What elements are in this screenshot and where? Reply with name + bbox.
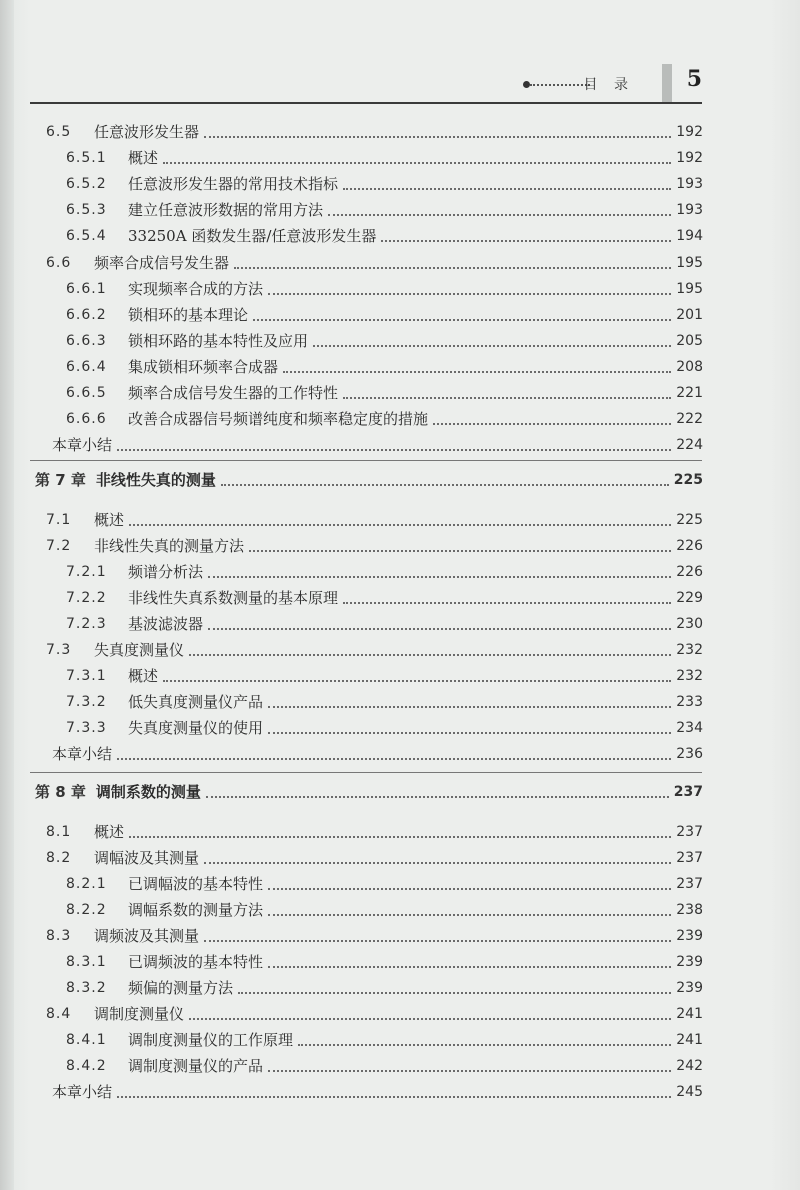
toc-entry-title: 频谱分析法 <box>128 563 204 581</box>
toc-page-number: 237 <box>676 824 703 840</box>
toc-entry-title: 已调频波的基本特性 <box>128 953 264 971</box>
toc-dot-leader <box>163 680 671 682</box>
toc-entry-number: 6.6.1 <box>66 280 107 297</box>
toc-page-number: 232 <box>676 642 703 658</box>
toc-dot-leader <box>117 1096 671 1098</box>
chapter-separator <box>30 772 702 773</box>
toc-page-number: 229 <box>676 590 703 606</box>
toc-section-row[interactable] <box>46 818 703 842</box>
toc-page-number: 242 <box>676 1058 703 1074</box>
toc-entry-title: 概述 <box>94 511 125 529</box>
toc-entry-number: 8.2 <box>46 850 72 866</box>
toc-entry-number: 7.2.3 <box>66 616 107 632</box>
toc-entry-number: 第 8 章 <box>35 783 86 801</box>
toc-section-row[interactable] <box>46 844 703 868</box>
toc-entry-number: 8.4.1 <box>66 1032 107 1048</box>
toc-entry-number: 7.1 <box>46 512 72 528</box>
toc-page-number: 195 <box>676 254 703 271</box>
toc-dot-leader <box>268 914 671 916</box>
toc-page-number: 239 <box>676 980 703 996</box>
header-page-number: 5 <box>686 66 702 92</box>
toc-entry-title: 调幅波及其测量 <box>94 849 200 867</box>
toc-section-row[interactable] <box>46 922 703 946</box>
toc-page-number: 224 <box>676 437 703 454</box>
toc-entry-title: 失真度测量仪的使用 <box>128 719 264 737</box>
toc-section-row[interactable] <box>46 532 703 556</box>
toc-page-number: 239 <box>676 954 703 970</box>
toc-dot-leader <box>343 397 671 399</box>
toc-page-number: 221 <box>676 385 703 401</box>
toc-page-number: 236 <box>676 746 703 762</box>
toc-subsection-row[interactable] <box>66 353 703 377</box>
toc-subsection-row[interactable] <box>66 974 703 998</box>
toc-entry-number: 6.6.5 <box>66 385 107 401</box>
toc-subsection-row[interactable] <box>66 196 703 220</box>
toc-entry-number: 6.5.4 <box>66 228 107 245</box>
toc-dot-leader <box>249 550 671 552</box>
toc-entry-title: 建立任意波形数据的常用方法 <box>128 201 324 220</box>
toc-page-number: 194 <box>676 228 703 245</box>
toc-summary-row[interactable] <box>52 1078 703 1102</box>
toc-entry-number: 8.3 <box>46 928 72 944</box>
toc-subsection-row[interactable] <box>66 1052 703 1076</box>
toc-page-number: 205 <box>676 332 703 349</box>
toc-dot-leader <box>234 267 671 269</box>
toc-page-number: 192 <box>676 150 703 167</box>
toc-section-row[interactable] <box>46 249 703 273</box>
toc-entry-title: 低失真度测量仪产品 <box>128 693 264 711</box>
toc-page-number: 208 <box>676 358 703 375</box>
toc-page-number: 201 <box>676 306 703 323</box>
toc-entry-number: 6.5.3 <box>66 202 107 219</box>
toc-subsection-row[interactable] <box>66 405 703 429</box>
toc-entry-title: 非线性失真的测量方法 <box>94 537 245 555</box>
toc-dot-leader <box>381 240 671 242</box>
toc-subsection-row[interactable] <box>66 144 703 168</box>
toc-dot-leader <box>328 214 671 216</box>
toc-subsection-row[interactable] <box>66 662 703 686</box>
toc-dot-leader <box>268 706 671 708</box>
toc-entry-title: 改善合成器信号频谱纯度和频率稳定度的措施 <box>128 410 429 429</box>
toc-dot-leader <box>129 524 671 526</box>
toc-entry-number: 7.3.3 <box>66 720 107 736</box>
toc-page-number: 193 <box>676 202 703 219</box>
toc-entry-title: 概述 <box>94 823 125 841</box>
toc-subsection-row[interactable] <box>66 584 703 608</box>
toc-entry-title: 频率合成信号发生器 <box>94 253 230 272</box>
toc-subsection-row[interactable] <box>66 896 703 920</box>
toc-page-number: 225 <box>673 472 703 488</box>
toc-dot-leader <box>204 940 671 942</box>
toc-entry-number: 6.6 <box>46 254 72 271</box>
toc-page-number: 241 <box>676 1006 703 1022</box>
toc-entry-number: 8.4 <box>46 1006 72 1022</box>
toc-page-number: 193 <box>676 176 703 193</box>
toc-entry-title: 33250A 函数发生器/任意波形发生器 <box>128 227 377 246</box>
toc-subsection-row[interactable] <box>66 610 703 634</box>
toc-page-number: 233 <box>676 694 703 710</box>
toc-dot-leader <box>189 1018 671 1020</box>
toc-entry-title: 任意波形发生器 <box>94 123 200 141</box>
toc-entry-title: 调制系数的测量 <box>95 783 201 801</box>
toc-subsection-row[interactable] <box>66 558 703 582</box>
toc-dot-leader <box>204 136 671 138</box>
toc-entry-number: 8.2.1 <box>66 876 107 892</box>
toc-section-row[interactable] <box>46 636 703 660</box>
toc-entry-number: 7.2 <box>46 538 72 554</box>
toc-page-number: 237 <box>676 876 703 892</box>
toc-subsection-row[interactable] <box>66 948 703 972</box>
toc-summary-row[interactable] <box>52 431 703 455</box>
toc-entry-title: 调频波及其测量 <box>94 927 200 945</box>
toc-entry-number: 8.3.2 <box>66 980 107 996</box>
toc-entry-title: 调制度测量仪的产品 <box>128 1057 264 1075</box>
toc-dot-leader <box>208 576 671 578</box>
toc-entry-title: 集成锁相环频率合成器 <box>128 357 279 376</box>
toc-dot-leader <box>117 449 671 451</box>
toc-dot-leader <box>163 162 671 164</box>
toc-entry-number: 8.1 <box>46 824 72 840</box>
toc-dot-leader <box>268 293 671 295</box>
toc-section-row[interactable] <box>46 1000 703 1024</box>
toc-dot-leader <box>433 423 671 425</box>
toc-entry-number: 6.5.2 <box>66 176 107 193</box>
toc-dot-leader <box>343 602 671 604</box>
toc-entry-title: 调制度测量仪 <box>94 1005 185 1023</box>
toc-dot-leader <box>268 732 671 734</box>
toc-entry-number: 6.6.3 <box>66 332 107 349</box>
toc-entry-title: 非线性失真的测量 <box>95 471 216 489</box>
toc-entry-title: 任意波形发生器的常用技术指标 <box>128 175 339 194</box>
toc-entry-title: 非线性失真系数测量的基本原理 <box>128 589 339 607</box>
toc-dot-leader <box>268 1070 671 1072</box>
toc-entry-title: 实现频率合成的方法 <box>128 279 264 298</box>
toc-page-number: 192 <box>676 124 703 140</box>
toc-entry-title: 锁相环的基本理论 <box>128 305 249 324</box>
toc-entry-number: 8.4.2 <box>66 1058 107 1074</box>
toc-dot-leader <box>313 345 671 347</box>
toc-section-row[interactable] <box>46 506 703 530</box>
toc-dot-leader <box>189 654 671 656</box>
chapter-separator <box>30 460 702 461</box>
toc-section-row[interactable] <box>46 118 703 142</box>
toc-entry-title: 本章小结 <box>52 745 113 763</box>
toc-dot-leader <box>238 992 671 994</box>
toc-subsection-row[interactable] <box>66 222 703 246</box>
toc-dot-leader <box>268 966 671 968</box>
toc-entry-title: 频率合成信号发生器的工作特性 <box>128 384 339 402</box>
toc-subsection-row[interactable] <box>66 301 703 325</box>
toc-chapter-row[interactable] <box>35 466 703 490</box>
toc-entry-number: 第 7 章 <box>35 471 86 489</box>
toc-entry-number: 8.3.1 <box>66 954 107 970</box>
toc-subsection-row[interactable] <box>66 688 703 712</box>
toc-page-number: 237 <box>673 784 703 800</box>
toc-page-number: 195 <box>676 280 703 297</box>
toc-dot-leader <box>343 188 671 190</box>
toc-entry-number: 7.3 <box>46 642 72 658</box>
toc-entry-title: 调幅系数的测量方法 <box>128 901 264 919</box>
toc-entry-number: 6.6.4 <box>66 358 107 375</box>
toc-dot-leader <box>206 796 669 798</box>
toc-page-number: 239 <box>676 928 703 944</box>
toc-page-number: 241 <box>676 1032 703 1048</box>
toc-entry-number: 7.3.1 <box>66 668 107 684</box>
toc-subsection-row[interactable] <box>66 714 703 738</box>
toc-entry-title: 本章小结 <box>52 1083 113 1101</box>
toc-page-number: 234 <box>676 720 703 736</box>
toc-entry-title: 调制度测量仪的工作原理 <box>128 1031 294 1049</box>
toc-entry-number: 6.5 <box>46 124 72 140</box>
toc-entry-title: 已调幅波的基本特性 <box>128 875 264 893</box>
toc-dot-leader <box>221 484 669 486</box>
toc-entry-number: 6.6.2 <box>66 306 107 323</box>
toc-subsection-row[interactable] <box>66 870 703 894</box>
toc-entry-number: 7.3.2 <box>66 694 107 710</box>
toc-subsection-row[interactable] <box>66 379 703 403</box>
toc-summary-row[interactable] <box>52 740 703 764</box>
toc-page-number: 237 <box>676 850 703 866</box>
toc-dot-leader <box>117 758 671 760</box>
toc-page-number: 226 <box>676 564 703 580</box>
toc-dot-leader <box>253 319 671 321</box>
toc-subsection-row[interactable] <box>66 1026 703 1050</box>
toc-subsection-row[interactable] <box>66 327 703 351</box>
toc-subsection-row[interactable] <box>66 275 703 299</box>
toc-entry-title: 锁相环路的基本特性及应用 <box>128 331 309 350</box>
toc-page-number: 232 <box>676 668 703 684</box>
toc-entry-number: 8.2.2 <box>66 902 107 918</box>
toc-page-number: 245 <box>676 1084 703 1100</box>
toc-entry-title: 本章小结 <box>52 436 113 455</box>
toc-entry-number: 6.6.6 <box>66 411 107 428</box>
toc-dot-leader <box>129 836 671 838</box>
toc-entry-title: 概述 <box>128 149 159 168</box>
toc-page-number: 238 <box>676 902 703 918</box>
toc-dot-leader <box>208 628 671 630</box>
toc-dot-leader <box>204 862 671 864</box>
toc-page-number: 222 <box>676 411 703 428</box>
toc-entry-title: 频偏的测量方法 <box>128 979 234 997</box>
toc-page-number: 230 <box>676 616 703 632</box>
toc-entry-number: 7.2.2 <box>66 590 107 606</box>
toc-dot-leader <box>268 888 671 890</box>
toc-entry-title: 基波滤波器 <box>128 615 204 633</box>
toc-page-number: 226 <box>676 538 703 554</box>
toc-dot-leader <box>283 371 671 373</box>
toc-entry-number: 7.2.1 <box>66 564 107 580</box>
toc-chapter-row[interactable] <box>35 778 703 802</box>
toc-entry-title: 失真度测量仪 <box>94 641 185 659</box>
toc-dot-leader <box>298 1044 671 1046</box>
toc-entry-number: 6.5.1 <box>66 150 107 167</box>
toc-subsection-row[interactable] <box>66 170 703 194</box>
header-section-label: 目 录 <box>583 77 634 93</box>
toc-entry-title: 概述 <box>128 667 159 685</box>
toc-page-number: 225 <box>676 512 703 528</box>
